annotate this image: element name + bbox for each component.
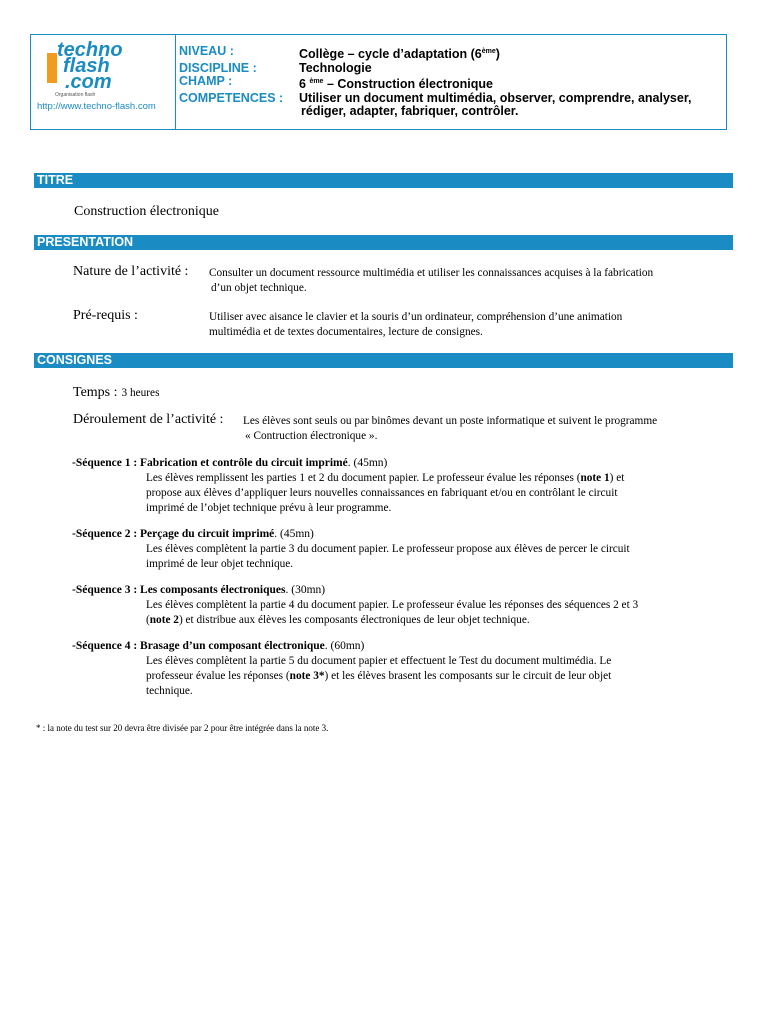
nature-text: Consulter un document ressource multimédia et utiliser les connaissances acquises à la fabrication d’un objet technique.: [209, 267, 654, 294]
logo-tagline: Organisation flash: [55, 92, 96, 97]
temps-label: Temps :: [73, 385, 118, 400]
discipline-value: Technologie: [299, 60, 372, 75]
sequence-3-title: -Séquence 3 : Les composants électroniques. (30mn): [72, 584, 326, 596]
logo-line2: flash: [63, 55, 110, 77]
logo-cell: [31, 35, 176, 129]
champ-value: 6 $^{ème}$ – Construction électronique: [299, 77, 493, 91]
sequence-3-text: Les élèves complètent la partie 4 du document papier. Le professeur évalue les réponses des séquences 2 et 3 (note 2) et distribue aux élèves les composants électroniques de leur objet technique.: [146, 599, 639, 626]
discipline-label: DISCIPLINE :: [179, 60, 257, 75]
header-box: [30, 34, 727, 130]
deroulement-text: Les élèves sont seuls ou par binômes devant un poste informatique et suivent le programme « Contruction électronique ».: [243, 415, 658, 442]
logo-line3: .com: [65, 71, 112, 93]
niveau-label: NIVEAU :: [179, 44, 234, 58]
sequence-4-text: Les élèves complètent la partie 5 du document papier et effectuent le Test du document multimédia. Le professeur évalue les réponses (note 3*) et les élèves brasent les composants sur le circuit de leur objet technique.: [146, 655, 612, 697]
sequence-2-text: Les élèves complètent la partie 3 du document papier. Le professeur propose aux élèves de percer le circuit imprimé de leur objet technique.: [146, 543, 630, 570]
deroulement-label: Déroulement de l’activité :: [73, 412, 224, 427]
website-link[interactable]: http://www.techno-flash.com: [37, 101, 156, 112]
sequence-1-title: -Séquence 1 : Fabrication et contrôle du circuit imprimé. (45mn): [72, 457, 388, 469]
logo-line1: techno: [57, 39, 123, 61]
competences-label: COMPETENCES :: [179, 90, 284, 105]
prerequis-text: Utiliser avec aisance le clavier et la souris d’un ordinateur, compréhension d’une animation multimédia et de textes documentaires, lecture de consignes.: [209, 311, 623, 338]
section-consignes-heading: CONSIGNES: [34, 353, 733, 368]
techno-flash-logo: [47, 39, 167, 97]
champ-label: CHAMP :: [179, 74, 233, 88]
prerequis-label: Pré-requis :: [73, 308, 138, 323]
niveau-value: Collège – cycle d’adaptation (6ème): [299, 47, 500, 61]
section-titre-heading: TITRE: [34, 173, 733, 188]
nature-label: Nature de l’activité :: [73, 264, 189, 279]
sequence-4-title: -Séquence 4 : Brasage d’un composant électronique. (60mn): [72, 640, 365, 652]
temps: [73, 383, 159, 401]
course-info: [179, 45, 692, 119]
sequence-1-text: Les élèves remplissent les parties 1 et 2 du document papier. Le professeur évalue les réponses (note 1) et propose aux élèves d’appliquer leurs nouvelles connaissances en fabriquant et/ou en contrôlant le circuit imprimé de l’objet technique prévu à leur programme.: [146, 472, 625, 514]
competences-value: Utiliser un document multimédia, observer, comprendre, analyser, rédiger, adapter, fabriquer, contrôler.: [299, 90, 692, 118]
document-title: Construction électronique: [74, 204, 220, 219]
sequence-2-title: -Séquence 2 : Perçage du circuit imprimé. (45mn): [72, 528, 314, 540]
temps-value: 3 heures: [121, 387, 160, 399]
footnote: * : la note du test sur 20 devra être divisée par 2 pour être intégrée dans la note 3.: [36, 723, 329, 733]
section-presentation-heading: PRESENTATION: [34, 235, 733, 250]
